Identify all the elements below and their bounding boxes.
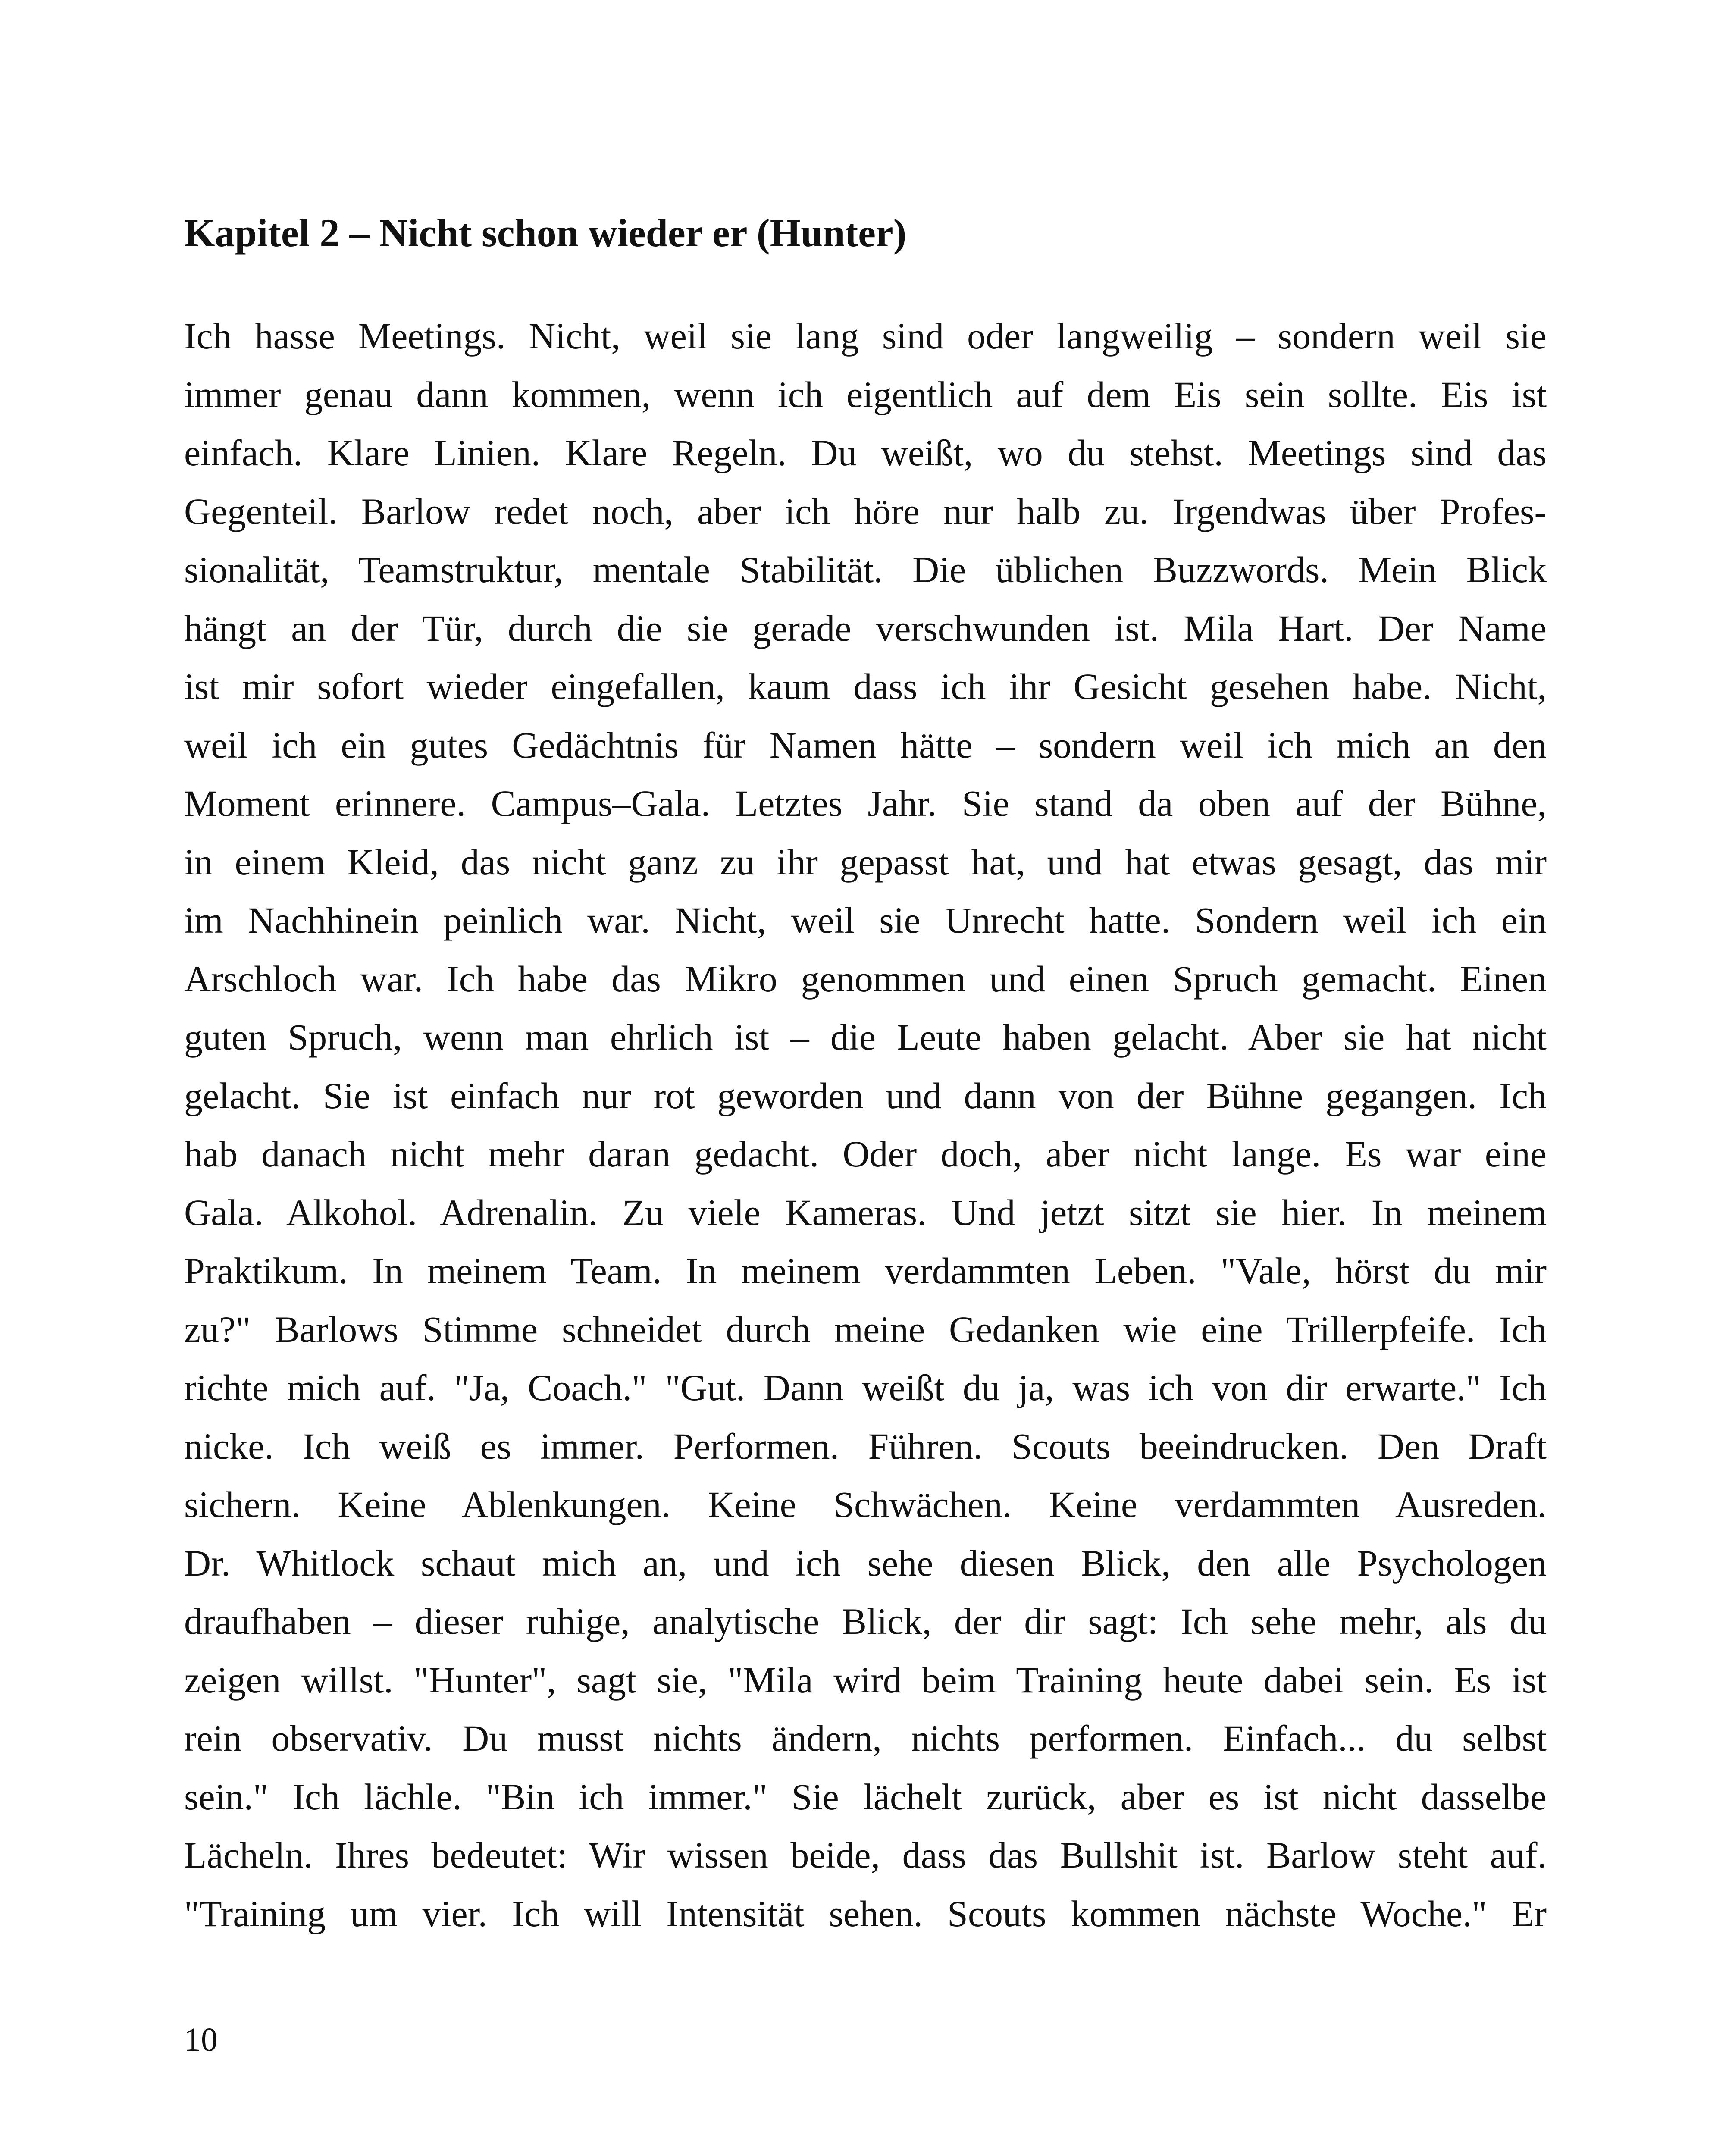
text-line: ist mir sofort wieder eingefallen, kaum dass ich ihr Gesicht gesehen habe. Nicht, [184, 666, 1547, 707]
text-line: Moment erinnere. Campus–Gala. Letztes Jahr. Sie stand da oben auf der Bühne, [184, 783, 1547, 824]
text-line: "Training um vier. Ich will Intensität sehen. Scouts kommen nächste Woche." Er [184, 1893, 1547, 1934]
text-line: sein." Ich lächle. "Bin ich immer." Sie lächelt zurück, aber es ist nicht dasselbe [184, 1776, 1547, 1818]
text-line: in einem Kleid, das nicht ganz zu ihr gepasst hat, und hat etwas gesagt, das mir [184, 841, 1547, 883]
text-line: guten Spruch, wenn man ehrlich ist – die Leute haben gelacht. Aber sie hat nicht [184, 1016, 1547, 1058]
text-line: Praktikum. In meinem Team. In meinem verdammten Leben. "Vale, hörst du mir [184, 1250, 1547, 1291]
text-line: zeigen willst. "Hunter", sagt sie, "Mila wird beim Training heute dabei sein. Es ist [184, 1659, 1547, 1701]
text-line: richte mich auf. "Ja, Coach." "Gut. Dann weißt du ja, was ich von dir erwarte." Ich [184, 1367, 1547, 1408]
page-number: 10 [184, 2021, 218, 2058]
text-line: hab danach nicht mehr daran gedacht. Oder doch, aber nicht lange. Es war eine [184, 1133, 1547, 1175]
text-line: Lächeln. Ihres bedeutet: Wir wissen beide, dass das Bullshit ist. Barlow steht auf. [184, 1834, 1547, 1876]
chapter-title: Kapitel 2 – Nicht schon wieder er (Hunter) [184, 211, 907, 255]
text-line: immer genau dann kommen, wenn ich eigentlich auf dem Eis sein sollte. Eis ist [184, 373, 1547, 415]
text-line: Gala. Alkohol. Adrenalin. Zu viele Kameras. Und jetzt sitzt sie hier. In meinem [184, 1191, 1547, 1233]
text-line: Dr. Whitlock schaut mich an, und ich sehe diesen Blick, den alle Psychologen [184, 1542, 1547, 1584]
text-line: Arschloch war. Ich habe das Mikro genommen und einen Spruch gemacht. Einen [184, 958, 1547, 1000]
text-line: einfach. Klare Linien. Klare Regeln. Du weißt, wo du stehst. Meetings sind das [184, 432, 1547, 473]
text-line: draufhaben – dieser ruhige, analytische Blick, der dir sagt: Ich sehe mehr, als du [184, 1601, 1547, 1642]
text-line: sichern. Keine Ablenkungen. Keine Schwächen. Keine verdammten Ausreden. [184, 1484, 1547, 1525]
text-line: Ich hasse Meetings. Nicht, weil sie lang sind oder langweilig – sondern weil sie [184, 315, 1547, 357]
text-line: rein observativ. Du musst nichts ändern, nichts performen. Einfach... du selbst [184, 1717, 1547, 1759]
text-line: gelacht. Sie ist einfach nur rot geworden und dann von der Bühne gegangen. Ich [184, 1075, 1547, 1116]
text-line: zu?" Barlows Stimme schneidet durch meine Gedanken wie eine Trillerpfeife. Ich [184, 1308, 1547, 1350]
text-line: Gegenteil. Barlow redet noch, aber ich höre nur halb zu. Irgendwas über Profes- [184, 490, 1547, 532]
body-text [184, 307, 1547, 1943]
text-line: nicke. Ich weiß es immer. Performen. Führen. Scouts beeindrucken. Den Draft [184, 1425, 1547, 1467]
text-line: sionalität, Teamstruktur, mentale Stabilität. Die üblichen Buzzwords. Mein Blick [184, 549, 1547, 590]
text-line: hängt an der Tür, durch die sie gerade verschwunden ist. Mila Hart. Der Name [184, 607, 1547, 649]
text-line: weil ich ein gutes Gedächtnis für Namen hätte – sondern weil ich mich an den [184, 724, 1547, 766]
text-line: im Nachhinein peinlich war. Nicht, weil sie Unrecht hatte. Sondern weil ich ein [184, 899, 1547, 941]
